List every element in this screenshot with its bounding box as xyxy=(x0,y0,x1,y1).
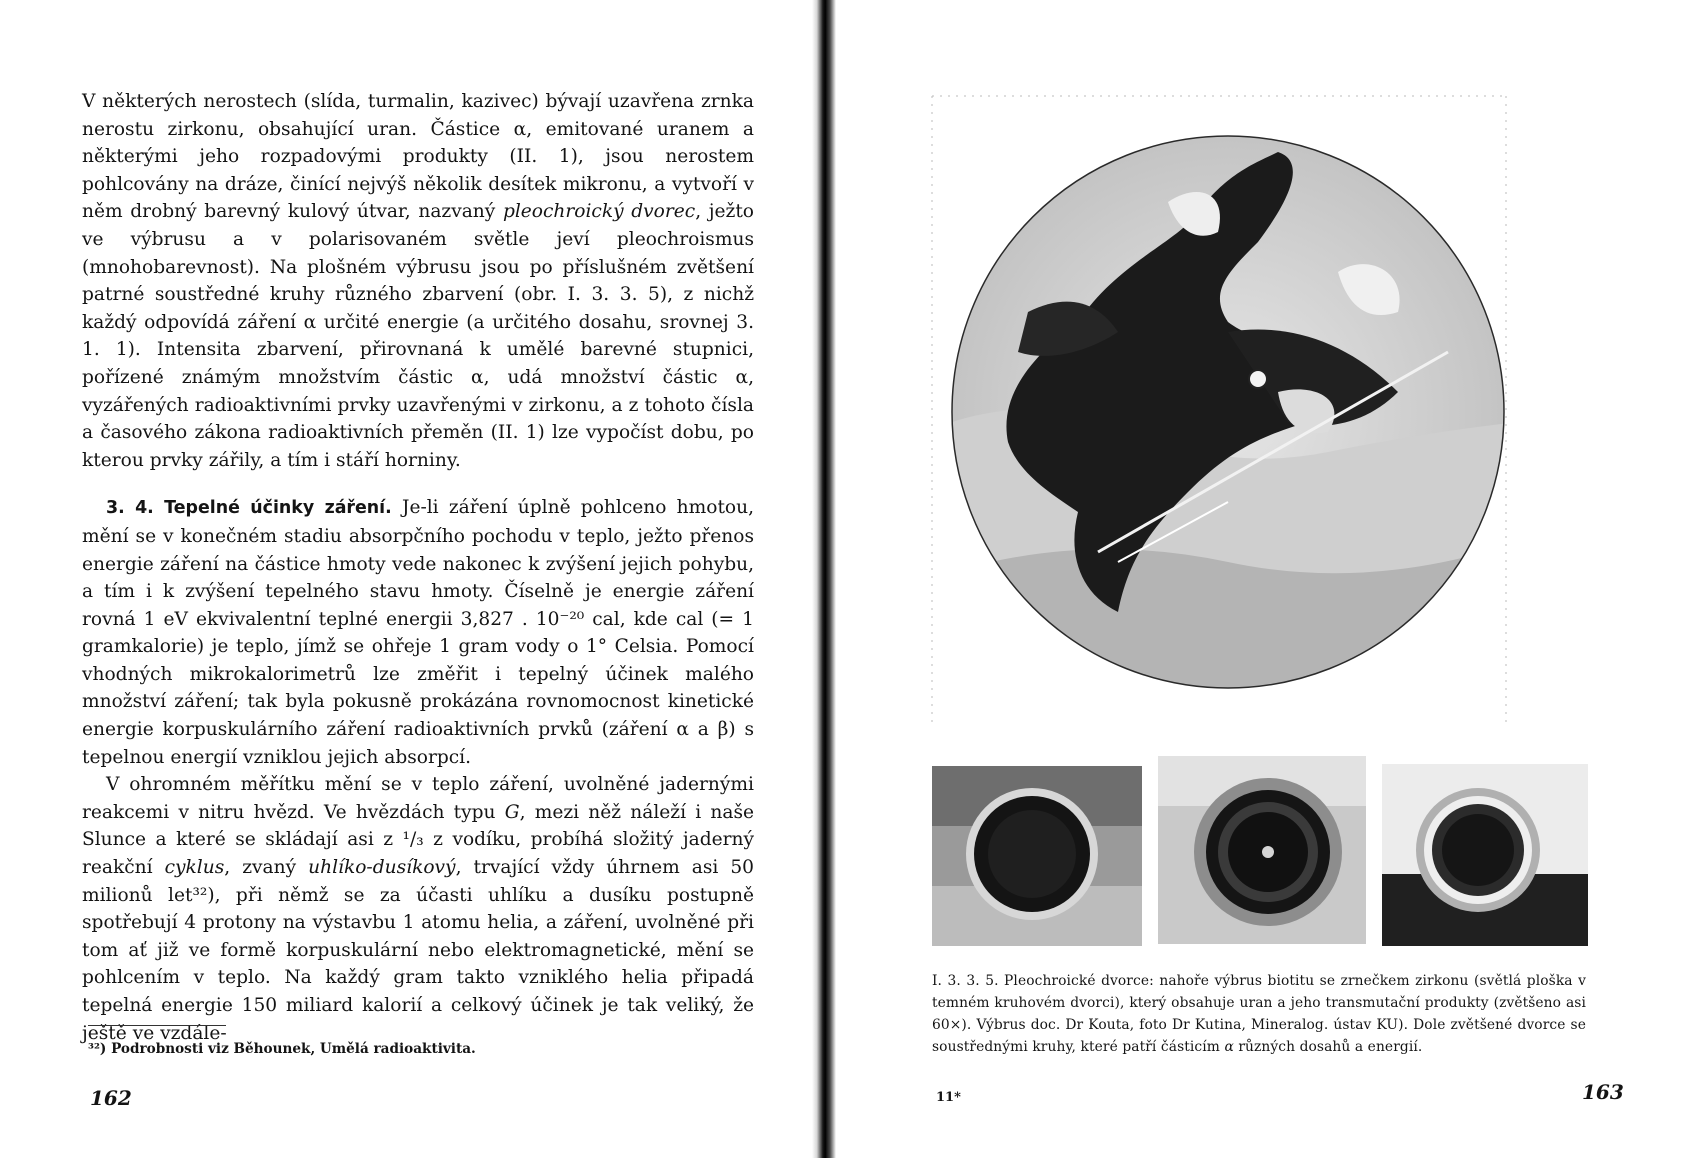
paragraph-stars xyxy=(82,771,754,1047)
footnote-rule xyxy=(88,1025,226,1026)
micrograph-svg xyxy=(928,92,1510,728)
left-page xyxy=(0,0,812,1158)
halo-thumbnail-2 xyxy=(1158,756,1366,944)
paragraph-1-rest: , ježto ve výbrusu a v polarisovaném světle jeví pleochroismus (mnohobarevnost). Na plošném výbrusu jsou po příslušném zvětšení patrné soustředné kruhy různého zbarvení (obr. I. 3. 3. 5), z nichž každý odpovídá záření α určité energie (a určitého dosahu, srovnej 3. 1. 1). Intensita zbarvení, přirovnaná k umělé barevné stupnici, pořízené známým množstvím částic α, udá množství částic α, vyzářených radioaktivními prvky uzavřenými v zirkonu, a z tohoto čísla a časového zákona radioaktivních přeměn (II. 1) lze vypočíst dobu, po kterou prvky zářily, a tím i stáří horniny. xyxy=(82,201,754,471)
halo-thumbnail-3-svg xyxy=(1382,764,1588,946)
right-page xyxy=(836,0,1695,1158)
footnote: ³²) Podrobnosti viz Běhounek, Umělá radioaktivita. xyxy=(88,1041,476,1057)
star-type: G xyxy=(504,801,520,823)
paragraph-3-part-d: , trvající vždy úhrnem asi 50 milionů let³²), při němž se za účasti uhlíku a dusíku postupně spotřebují 4 protony na výstavbu 1 atomu helia, a záření, uvolněné při tom ať již ve formě korpuskulární nebo elektromagnetické, mění se pohlcením v teplo. Na každý gram takto vzniklého helia připadá tepelná energie 150 miliard kalorií a celkový účinek je tak veliký, že ještě ve vzdále- xyxy=(82,857,754,1044)
signature-mark: 11* xyxy=(936,1090,961,1105)
section-heading: 3. 4. Tepelné účinky záření. xyxy=(106,498,392,519)
micrograph-biotite-zircon xyxy=(928,92,1510,728)
left-page-body xyxy=(82,88,754,1047)
paragraph-3-part-b: , mezi něž náleží i naše Slunce a které se skládají asi z ¹/₃ z vodíku, probíhá složitý jaderný reakční xyxy=(82,801,754,879)
term-carbon-nitrogen: uhlíko-dusíkový xyxy=(308,857,456,879)
halo-thumbnail-3 xyxy=(1382,764,1588,946)
paragraph-pleochroic xyxy=(82,88,754,474)
term-pleochroic-halo: pleochroický dvorec xyxy=(502,201,696,223)
caption-text-end: různých dosahů a energií. xyxy=(1233,1039,1423,1055)
halo-thumbnail-1-svg xyxy=(932,766,1142,946)
paragraph-thermal-effects xyxy=(82,494,754,771)
paragraph-3-part-c: , zvaný xyxy=(224,857,297,879)
figure-caption xyxy=(932,970,1586,1058)
book-gutter xyxy=(812,0,836,1158)
paragraph-2-text: Je-li záření úplně pohlceno hmotou, mění se v konečném stadiu absorpčního pochodu v teplo, ježto přenos energie záření na částice hmoty vede nakonec k zvýšení jejich pohybu, a tím i k zvýšení tepelného stavu hmoty. Číselně je energie záření rovná 1 eV ekvivalentní teplné energii 3,827 . 10⁻²⁰ cal, kde cal (= 1 gramkalorie) je teplo, jímž se ohřeje 1 gram vody o 1° Celsia. Pomocí vhodných mikrokalorimetrů lze změřit i tepelný účinek malého množství záření; tak byla pokusně prokázána rovnomocnost kinetické energie korpuskulárního záření radioaktivních prvků (záření α a β) s tepelnou energií vzniklou jejich absorpcí. xyxy=(82,497,754,768)
caption-alpha: α xyxy=(1224,1039,1234,1055)
page-number-left: 162 xyxy=(90,1086,132,1110)
halo-thumbnails xyxy=(932,756,1586,944)
term-cycle: cyklus xyxy=(164,857,225,879)
paragraph-1-text: V některých nerostech (slída, turmalin, kazivec) bývají uzavřena zrnka nerostu zirkonu, obsahující uran. Částice α, emitované uranem a některými jeho rozpadovými produkty (II. 1), jsou nerostem pohlcovány na dráze, činící nejvýš několik desítek mikronu, a vytvoří v něm drobný barevný kulový útvar, nazvaný xyxy=(82,91,754,223)
paragraph-3-part-a: V ohromném měřítku mění se v teplo záření, uvolněné jadernými reakcemi v nitru hvězd. Ve hvězdách typu xyxy=(82,774,754,823)
page-number-right: 163 xyxy=(1582,1080,1624,1104)
halo-thumbnail-1 xyxy=(932,766,1142,946)
caption-text: I. 3. 3. 5. Pleochroické dvorce: nahoře výbrus biotitu se zrnečkem zirkonu (světlá ploška v temném kruhovém dvorci), který obsahuje uran a jeho transmutační produkty (zvětšeno asi 60×). Výbrus doc. Dr Kouta, foto Dr Kutina, Mineralog. ústav KU). Dole zvětšené dvorce se soustřednými kruhy, které patří částicím xyxy=(932,973,1586,1055)
halo-thumbnail-2-svg xyxy=(1158,756,1366,944)
